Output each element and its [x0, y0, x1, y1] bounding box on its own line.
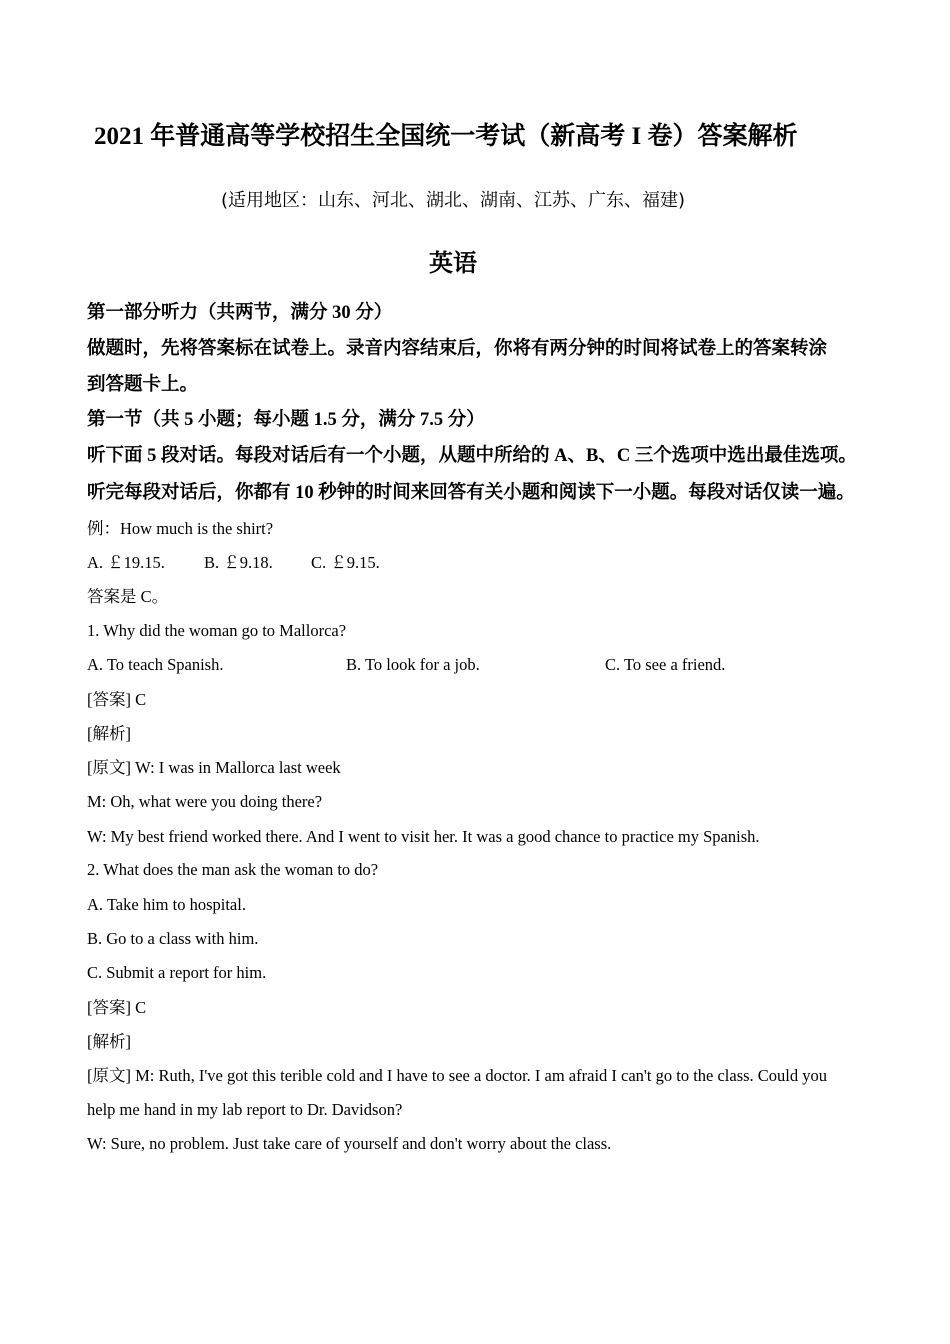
example-question: 例：How much is the shirt?: [87, 519, 274, 538]
question-2-transcript-line-2: help me hand in my lab report to Dr. Davidson?: [87, 1100, 403, 1119]
applicable-regions: (适用地区：山东、河北、湖北、湖南、江苏、广东、福建): [220, 190, 686, 211]
question-1-option-b: B. To look for a job.: [346, 655, 480, 674]
question-2-option-a: A. Take him to hospital.: [87, 895, 246, 914]
example-options: [87, 551, 380, 575]
section-one-instruction-line-2: 听完每段对话后，你都有 10 秒钟的时间来回答有关小题和阅读下一小题。每段对话仅读一遍。: [87, 483, 855, 503]
example-option-a: A. ￡19.15.: [87, 553, 165, 572]
section-one-instruction-line-1: 听下面 5 段对话。每段对话后有一个小题，从题中所给的 A、B、C 三个选项中选出最佳选项。: [87, 446, 857, 466]
question-1-analysis-label: [解析]: [87, 724, 131, 743]
subject-heading: 英语: [429, 251, 477, 277]
question-1-options: [87, 653, 725, 677]
part-one-title: 第一部分听力（共两节，满分 30 分）: [87, 303, 393, 323]
question-1-transcript-line-1: [原文] W: I was in Mallorca last week: [87, 758, 341, 777]
question-2-option-c: C. Submit a report for him.: [87, 963, 267, 982]
part-one-instruction-line-1: 做题时，先将答案标在试卷上。录音内容结束后，你将有两分钟的时间将试卷上的答案转涂: [87, 339, 828, 359]
example-option-c: C. ￡9.15.: [311, 553, 380, 572]
part-one-instruction-line-2: 到答题卡上。: [87, 375, 199, 395]
question-2-answer: [答案] C: [87, 998, 147, 1017]
question-2-transcript-line-3: W: Sure, no problem. Just take care of yourself and don't worry about the class.: [87, 1134, 612, 1153]
question-2: 2. What does the man ask the woman to do?: [87, 860, 379, 879]
question-1: 1. Why did the woman go to Mallorca?: [87, 621, 347, 640]
question-2-analysis-label: [解析]: [87, 1032, 131, 1051]
example-answer: 答案是 C。: [87, 587, 169, 606]
question-1-answer: [答案] C: [87, 690, 147, 709]
section-one-title: 第一节（共 5 小题；每小题 1.5 分，满分 7.5 分）: [87, 410, 485, 430]
question-1-transcript-line-3: W: My best friend worked there. And I went to visit her. It was a good chance to practice my Spanish.: [87, 827, 760, 846]
question-2-transcript-line-1: [原文] M: Ruth, I've got this terible cold and I have to see a doctor. I am afraid I can't go to the class. Could you: [87, 1066, 828, 1085]
question-1-option-a: A. To teach Spanish.: [87, 655, 224, 674]
question-1-transcript-line-2: M: Oh, what were you doing there?: [87, 792, 323, 811]
question-2-option-b: B. Go to a class with him.: [87, 929, 259, 948]
question-1-option-c: C. To see a friend.: [605, 655, 726, 674]
example-option-b: B. ￡9.18.: [204, 553, 273, 572]
document-title: 2021 年普通高等学校招生全国统一考试（新高考 I 卷）答案解析: [94, 123, 798, 150]
